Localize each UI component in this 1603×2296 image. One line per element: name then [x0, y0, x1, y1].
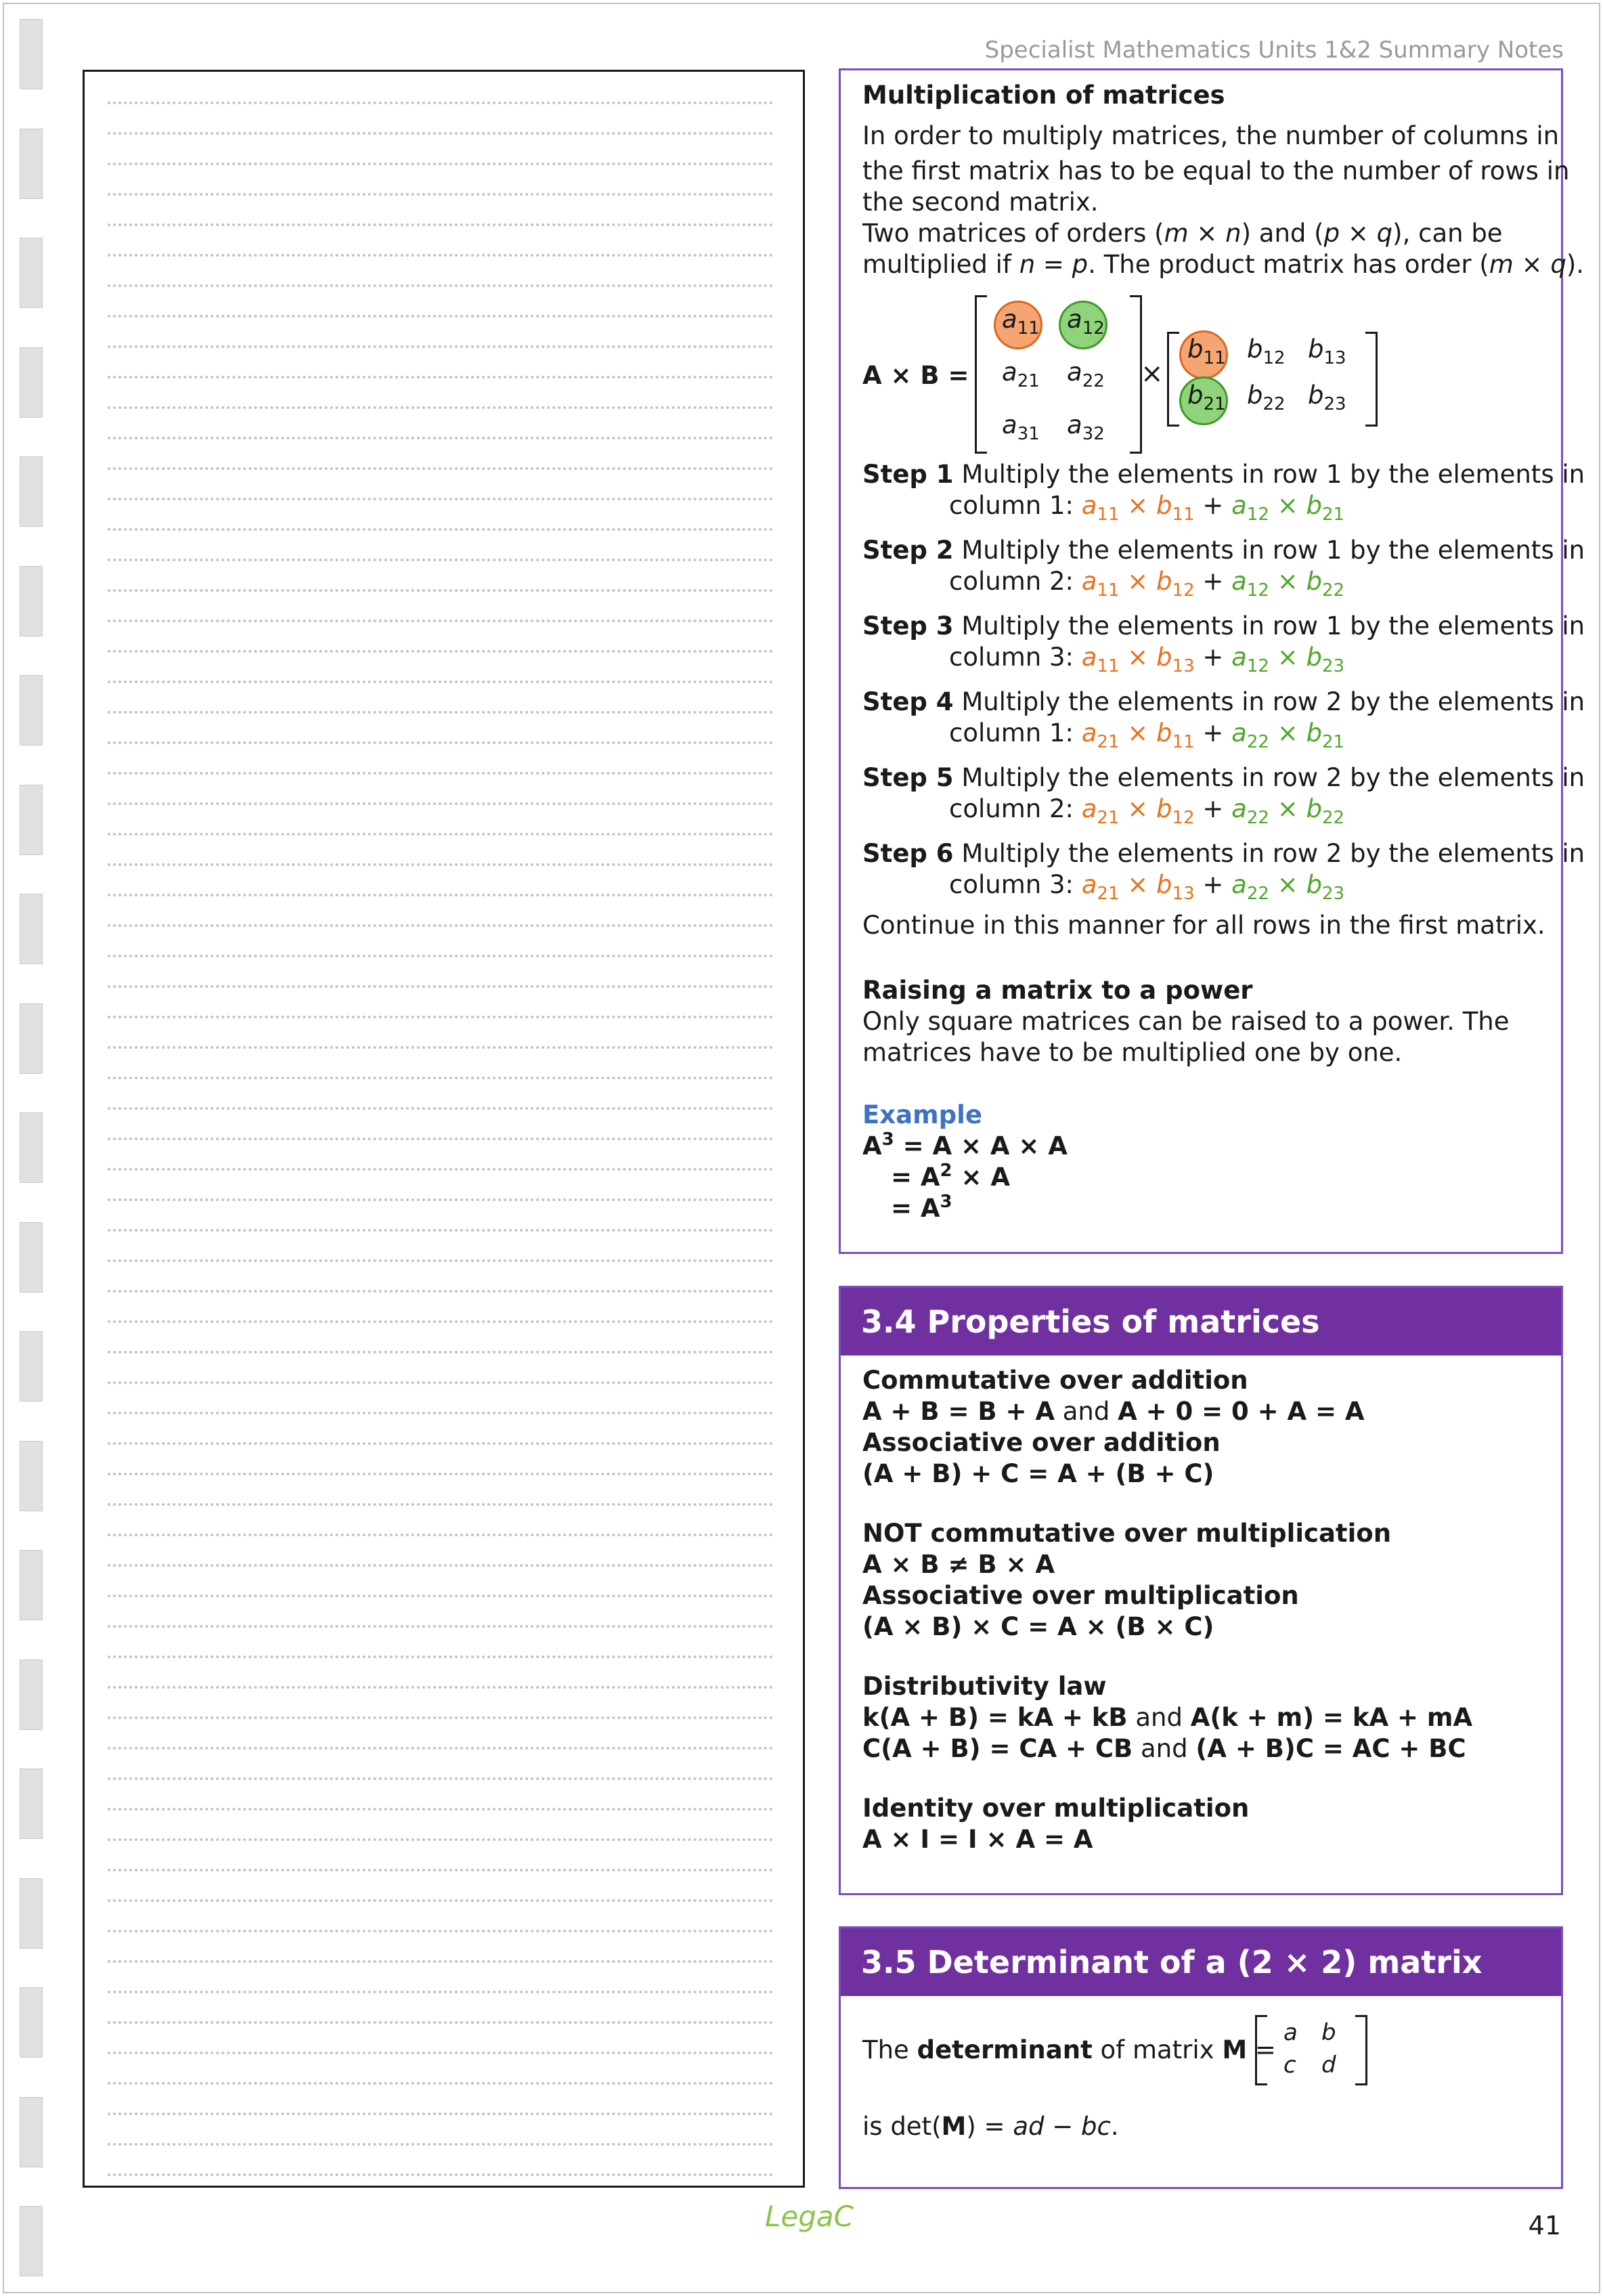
- binder-tab: [20, 1331, 43, 1402]
- assoc-mult-heading: Associative over multiplication: [862, 1581, 1299, 1610]
- page-number: 41: [1528, 2211, 1561, 2240]
- det-left-bracket: [1255, 2015, 1267, 2085]
- determinant-heading: 3.5 Determinant of a (2 × 2) matrix: [841, 1928, 1561, 1996]
- dotted-writing-line: [108, 559, 773, 561]
- example-line-3: = $A^3$: [891, 1192, 952, 1223]
- dotted-writing-line: [108, 315, 773, 318]
- matrix-b-left-bracket: [1167, 332, 1179, 427]
- dotted-writing-line: [108, 589, 773, 592]
- binder-tab: [20, 347, 43, 418]
- det-b: b: [1321, 2019, 1336, 2046]
- mult-para-5: multiplied if n = p. The product matrix has order (m × q).: [862, 250, 1585, 279]
- binder-tab: [20, 129, 43, 199]
- step-line: Step 1 Multiply the elements in row 1 by the elements in: [862, 460, 1585, 489]
- determinant-line-1: The determinant of matrix M =: [862, 2035, 1276, 2064]
- matrix-b-element: $b_{12}$: [1247, 334, 1286, 368]
- matrix-a-element: $a_{12}$: [1067, 305, 1105, 339]
- dotted-writing-line: [108, 1595, 773, 1597]
- dotted-writing-line: [108, 1351, 773, 1353]
- step-label: Step 3: [862, 611, 954, 641]
- dotted-writing-line: [108, 863, 773, 866]
- dotted-writing-line: [108, 467, 773, 470]
- binder-tab: [20, 1222, 43, 1293]
- dotted-writing-line: [108, 437, 773, 439]
- matrix-a-element: $a_{32}$: [1067, 410, 1105, 444]
- dotted-writing-line: [108, 1077, 773, 1079]
- dotted-writing-line: [108, 1960, 773, 1963]
- dotted-writing-line: [108, 254, 773, 257]
- mult-para-1: In order to multiply matrices, the number of columns in: [862, 121, 1560, 150]
- matrix-a-element: $a_{21}$: [1002, 358, 1040, 391]
- properties-card: [839, 1286, 1563, 1895]
- dotted-writing-line: [108, 1229, 773, 1232]
- dotted-writing-line: [108, 1564, 773, 1567]
- dotted-writing-line: [108, 1381, 773, 1384]
- comm-add-eq: A + B = B + A and A + 0 = 0 + A = A: [862, 1397, 1365, 1426]
- continue-note: Continue in this manner for all rows in the first matrix.: [862, 911, 1545, 940]
- binder-tab: [20, 566, 43, 636]
- dotted-writing-line: [108, 2143, 773, 2146]
- step-formula: column 3: $a_{11} \times b_{13} + a_{12} \times b_{23}$: [949, 643, 1345, 676]
- dotted-writing-line: [108, 376, 773, 378]
- step-label: Step 4: [862, 687, 954, 716]
- matrix-a-left-bracket: [975, 295, 987, 454]
- dotted-writing-line: [108, 741, 773, 744]
- logo-icon: [761, 2191, 854, 2238]
- dotted-writing-line: [108, 193, 773, 196]
- step-line: Step 3 Multiply the elements in row 1 by the elements in: [862, 611, 1585, 641]
- binder-tab: [20, 1878, 43, 1949]
- matrix-b-element: $b_{23}$: [1308, 381, 1346, 414]
- notes-area: [83, 70, 805, 2188]
- step-line: Step 4 Multiply the elements in row 2 by the elements in: [862, 687, 1585, 716]
- example-label: Example: [862, 1100, 982, 1129]
- dotted-writing-line: [108, 1259, 773, 1262]
- multiplication-heading: Multiplication of matrices: [862, 81, 1225, 110]
- step-formula: column 2: $a_{11} \times b_{12} + a_{12} \times b_{22}$: [949, 567, 1345, 601]
- dotted-writing-line: [108, 680, 773, 683]
- dotted-writing-line: [108, 1290, 773, 1293]
- dotted-writing-line: [108, 1168, 773, 1171]
- step-label: Step 2: [862, 536, 954, 565]
- dotted-writing-line: [108, 1473, 773, 1475]
- matrix-a-element: $a_{31}$: [1002, 410, 1040, 444]
- comm-add-heading: Commutative over addition: [862, 1366, 1248, 1395]
- binder-tab: [20, 1769, 43, 1839]
- dotted-writing-line: [108, 1808, 773, 1811]
- step-formula: column 1: $a_{21} \times b_{11} + a_{22} \times b_{21}$: [949, 718, 1345, 752]
- dotted-writing-line: [108, 1503, 773, 1506]
- step-formula: column 2: $a_{21} \times b_{12} + a_{22} \times b_{22}$: [949, 794, 1345, 828]
- binder-tab: [20, 238, 43, 308]
- dotted-writing-line: [108, 1838, 773, 1841]
- matrix-b-right-bracket: [1365, 332, 1378, 427]
- identity-eq: A × I = I × A = A: [862, 1825, 1093, 1854]
- step-line: Step 6 Multiply the elements in row 2 by the elements in: [862, 839, 1585, 868]
- assoc-add-heading: Associative over addition: [862, 1428, 1221, 1457]
- dotted-writing-line: [108, 802, 773, 805]
- power-para-2: matrices have to be multiplied one by one.: [862, 1038, 1403, 1067]
- dotted-writing-line: [108, 345, 773, 348]
- dotted-writing-line: [108, 1869, 773, 1871]
- dotted-writing-line: [108, 1625, 773, 1628]
- step-formula: column 3: $a_{21} \times b_{13} + a_{22} \times b_{23}$: [949, 870, 1345, 904]
- properties-heading: 3.4 Properties of matrices: [841, 1288, 1561, 1356]
- step-label: Step 6: [862, 839, 954, 868]
- dotted-writing-line: [108, 1899, 773, 1902]
- dotted-writing-line: [108, 985, 773, 988]
- dotted-writing-line: [108, 1930, 773, 1932]
- matrix-a-element: $a_{11}$: [1002, 305, 1040, 339]
- dotted-writing-line: [108, 1442, 773, 1445]
- det-d: d: [1321, 2052, 1336, 2079]
- dotted-writing-line: [108, 132, 773, 135]
- dotted-writing-line: [108, 924, 773, 927]
- power-heading: Raising a matrix to a power: [862, 976, 1253, 1005]
- matrix-b-element: $b_{13}$: [1308, 334, 1346, 368]
- assoc-mult-eq: (A × B) × C = A × (B × C): [862, 1612, 1214, 1641]
- step-line: Step 5 Multiply the elements in row 2 by the elements in: [862, 763, 1585, 792]
- dotted-writing-line: [108, 833, 773, 836]
- step-formula: column 1: $a_{11} \times b_{11} + a_{12} \times b_{21}$: [949, 491, 1345, 525]
- step-label: Step 5: [862, 763, 954, 792]
- dotted-writing-line: [108, 223, 773, 226]
- binder-tab: [20, 1550, 43, 1620]
- example-line-1: $A^3 = A \times A \times A$: [862, 1129, 1068, 1161]
- dotted-writing-line: [108, 1534, 773, 1536]
- binder-tab: [20, 1660, 43, 1730]
- binder-tab: [20, 1003, 43, 1074]
- dotted-writing-line: [108, 2021, 773, 2024]
- dotted-writing-line: [108, 1107, 773, 1110]
- dotted-writing-line: [108, 1716, 773, 1719]
- dotted-writing-line: [108, 528, 773, 531]
- determinant-card: [839, 1926, 1563, 2189]
- dotted-writing-line: [108, 406, 773, 409]
- not-comm-eq: A × B ≠ B × A: [862, 1550, 1055, 1579]
- dotted-writing-line: [108, 772, 773, 775]
- not-comm-heading: NOT commutative over multiplication: [862, 1519, 1392, 1548]
- distrib-eq-2: C(A + B) = CA + CB and (A + B)C = AC + BC: [862, 1734, 1466, 1763]
- distrib-eq-1: k(A + B) = kA + kB and A(k + m) = kA + mA: [862, 1703, 1473, 1732]
- dotted-writing-line: [108, 2052, 773, 2054]
- matrix-a-element: $a_{22}$: [1067, 358, 1105, 391]
- binder-tab: [20, 1441, 43, 1511]
- dotted-writing-line: [108, 1016, 773, 1018]
- logo-text: LegaC: [765, 2200, 854, 2233]
- mult-para-4: Two matrices of orders (m × n) and (p × q), can be: [862, 219, 1503, 248]
- example-line-2: = $A^2 \times A$: [891, 1161, 1011, 1192]
- header-title: Specialist Mathematics Units 1&2 Summary Notes: [984, 37, 1564, 64]
- assoc-add-eq: (A + B) + C = A + (B + C): [862, 1459, 1214, 1488]
- distrib-heading: Distributivity law: [862, 1672, 1107, 1701]
- mult-para-2: the first matrix has to be equal to the number of rows in: [862, 156, 1570, 186]
- dotted-writing-line: [108, 711, 773, 714]
- binder-tab: [20, 675, 43, 745]
- binder-tab: [20, 785, 43, 855]
- dotted-writing-line: [108, 284, 773, 287]
- det-c: c: [1283, 2052, 1296, 2079]
- dotted-writing-line: [108, 1655, 773, 1658]
- dotted-writing-line: [108, 163, 773, 165]
- dotted-writing-line: [108, 1777, 773, 1780]
- binder-tab: [20, 1987, 43, 2058]
- dotted-writing-line: [108, 1046, 773, 1049]
- dotted-writing-line: [108, 620, 773, 622]
- binder-tab: [20, 2097, 43, 2167]
- identity-heading: Identity over multiplication: [862, 1794, 1250, 1823]
- binder-tab: [20, 19, 43, 89]
- matrix-b-element: $b_{22}$: [1247, 381, 1286, 414]
- step-label: Step 1: [862, 460, 954, 489]
- dotted-writing-line: [108, 1991, 773, 1993]
- matrix-times: ×: [1141, 358, 1164, 389]
- dotted-writing-line: [108, 1320, 773, 1323]
- matrix-b-element: $b_{21}$: [1187, 381, 1226, 414]
- det-right-bracket: [1355, 2015, 1367, 2085]
- binder-tab: [20, 456, 43, 527]
- dotted-writing-line: [108, 498, 773, 500]
- binder-tab: [20, 894, 43, 964]
- multiplication-card: [839, 68, 1585, 1254]
- power-para-1: Only square matrices can be raised to a power. The: [862, 1007, 1510, 1036]
- dotted-writing-line: [108, 2173, 773, 2176]
- dotted-writing-line: [108, 894, 773, 896]
- binder-tab: [20, 1112, 43, 1183]
- step-line: Step 2 Multiply the elements in row 1 by the elements in: [862, 536, 1585, 565]
- dotted-writing-line: [108, 650, 773, 653]
- dotted-writing-line: [108, 2113, 773, 2115]
- matrix-b-element: $b_{11}$: [1187, 334, 1226, 368]
- dotted-writing-line: [108, 102, 773, 104]
- dotted-writing-line: [108, 2082, 773, 2085]
- dotted-writing-line: [108, 955, 773, 957]
- determinant-line-2: is det(M) = ad − bc.: [862, 2112, 1119, 2141]
- mult-para-3: the second matrix.: [862, 188, 1099, 217]
- dotted-writing-line: [108, 1686, 773, 1689]
- det-a: a: [1283, 2019, 1298, 2046]
- dotted-writing-line: [108, 1412, 773, 1414]
- matrix-lhs: A × B =: [862, 361, 969, 390]
- dotted-writing-line: [108, 1747, 773, 1750]
- binder-tab: [20, 2206, 43, 2276]
- dotted-writing-line: [108, 1198, 773, 1201]
- dotted-writing-line: [108, 1138, 773, 1140]
